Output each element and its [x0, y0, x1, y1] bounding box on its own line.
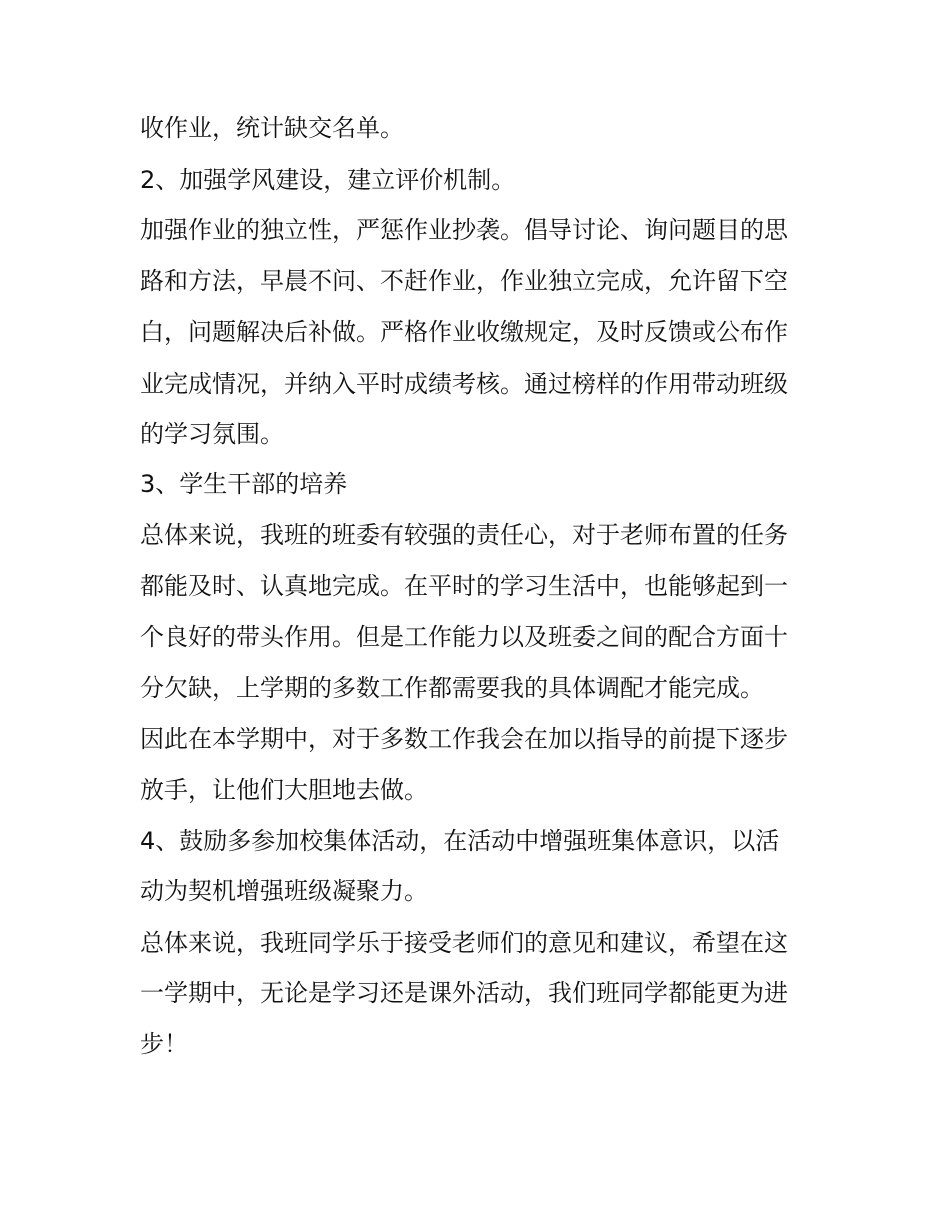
text-line: 都能及时、认真地完成。在平时的学习生活中，也能够起到一: [140, 572, 788, 600]
text-line: 因此在本学期中，对于多数工作我会在加以指导的前提下逐步: [140, 725, 788, 753]
text-line: 一学期中，无论是学习还是课外活动，我们班同学都能更为进: [140, 979, 788, 1007]
text-line: 总体来说，我班同学乐于接受老师们的意见和建议，希望在这: [140, 929, 788, 957]
text-line: 总体来说，我班的班委有较强的责任心，对于老师布置的任务: [140, 521, 788, 549]
text-line: 动为契机增强班级凝聚力。: [140, 877, 428, 905]
section-heading: 4、鼓励多参加校集体活动，在活动中增强班集体意识，以活: [140, 827, 780, 855]
text-line: 业完成情况，并纳入平时成绩考核。通过榜样的作用带动班级: [140, 370, 788, 398]
text-line: 加强作业的独立性，严惩作业抄袭。倡导讨论、询问题目的思: [140, 216, 788, 244]
text-line: 白，问题解决后补做。严格作业收缴规定，及时反馈或公布作: [140, 318, 788, 346]
section-heading: 2、加强学风建设，建立评价机制。: [140, 166, 516, 194]
section-heading: 3、学生干部的培养: [140, 470, 348, 498]
text-line: 个良好的带头作用。但是工作能力以及班委之间的配合方面十: [140, 623, 788, 651]
text-line: 放手，让他们大胆地去做。: [140, 776, 428, 804]
text-line: 步！: [140, 1030, 188, 1058]
text-line: 收作业，统计缺交名单。: [140, 114, 404, 142]
text-line: 分欠缺，上学期的多数工作都需要我的具体调配才能完成。: [140, 674, 764, 702]
text-line: 路和方法，早晨不问、不赶作业，作业独立完成，允许留下空: [140, 267, 788, 295]
text-line: 的学习氛围。: [140, 420, 284, 448]
